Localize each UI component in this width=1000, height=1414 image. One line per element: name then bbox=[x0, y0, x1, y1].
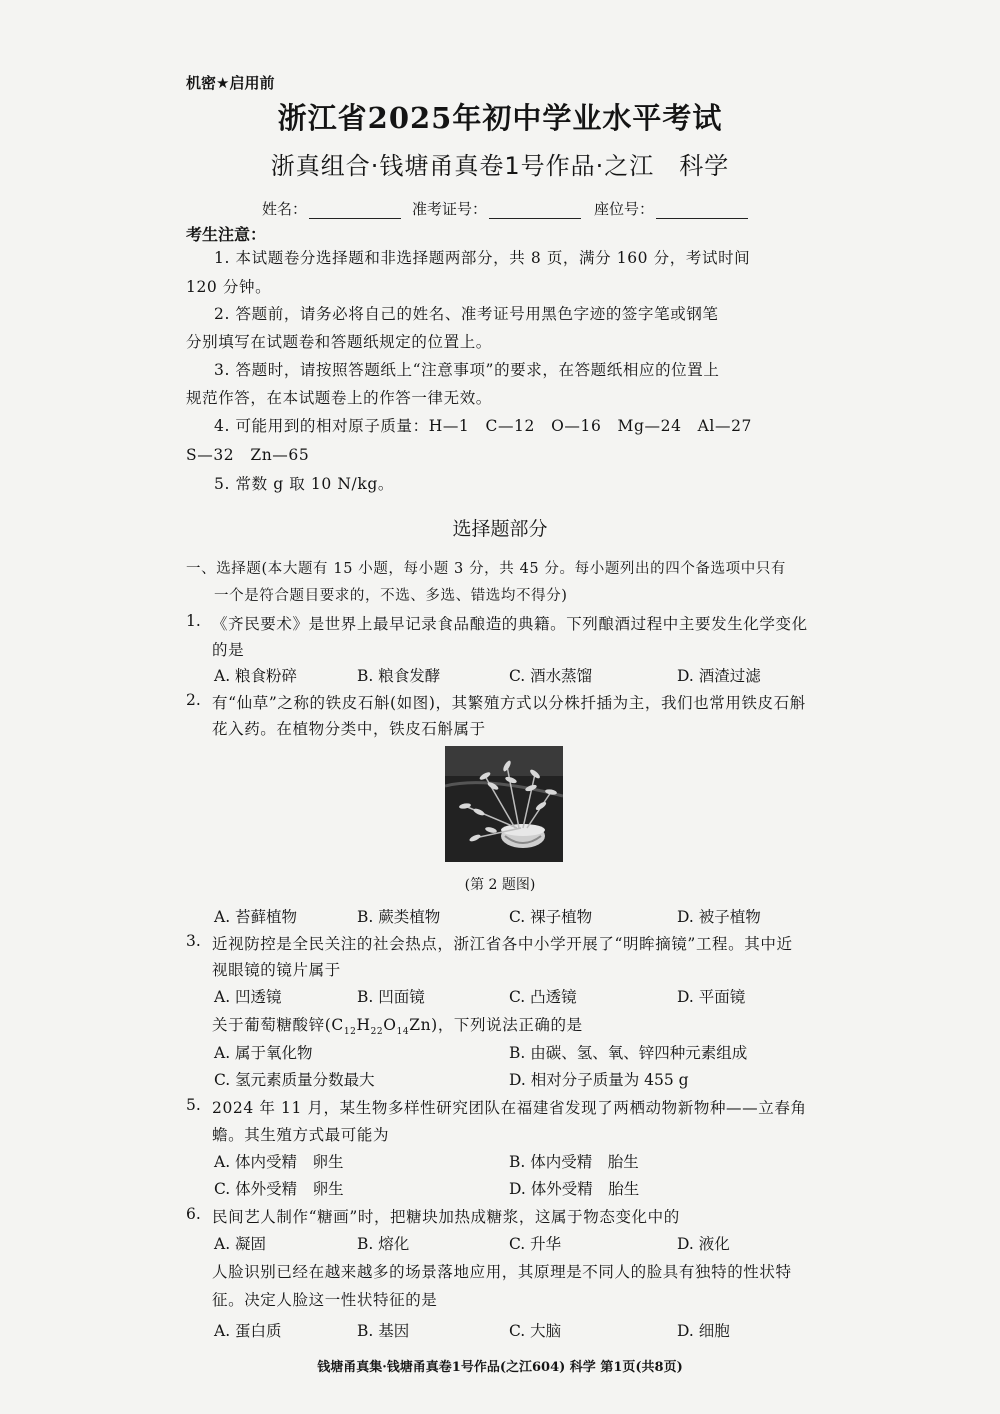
orchid-figure bbox=[445, 746, 563, 862]
option-a: A. 蛋白质 bbox=[214, 1322, 282, 1340]
option-c: C. 大脑 bbox=[509, 1322, 562, 1340]
option-d: D. 酒渣过滤 bbox=[677, 667, 761, 685]
question-text: 2024 年 11 月，某生物多样性研究团队在福建省发现了两栖动物新物种——立春角 bbox=[212, 1099, 807, 1117]
notice-line: 1. 本试题卷分选择题和非选择题两部分，共 8 页，满分 160 分，考试时间 bbox=[214, 249, 751, 267]
name-blank bbox=[309, 202, 401, 219]
q4-o: O bbox=[383, 1016, 397, 1034]
notice-line: 5. 常数 g 取 10 N/kg。 bbox=[214, 475, 394, 493]
option-a: A. 粮食粉碎 bbox=[214, 667, 298, 685]
option-c: C. 升华 bbox=[509, 1235, 562, 1253]
question-number: 5. bbox=[186, 1096, 201, 1114]
exam-id-field bbox=[412, 198, 581, 219]
notice-line: S—32 Zn—65 bbox=[186, 446, 310, 464]
q4-text-pre: 关于葡萄糖酸锌(C bbox=[212, 1016, 344, 1034]
option-d: D. 液化 bbox=[677, 1235, 730, 1253]
option-a: A. 苔藓植物 bbox=[214, 908, 298, 926]
section-title: 选择题部分 bbox=[452, 518, 548, 540]
seat-blank bbox=[656, 202, 748, 219]
option-a: A. 体内受精 卵生 bbox=[214, 1153, 344, 1171]
question-text: 民间艺人制作“糖画”时，把糖块加热成糖浆，这属于物态变化中的 bbox=[212, 1208, 680, 1226]
question-text: 有“仙草”之称的铁皮石斛(如图)，其繁殖方式以分株扦插为主，我们也常用铁皮石斛 bbox=[212, 694, 806, 712]
option-c: C. 氢元素质量分数最大 bbox=[214, 1071, 375, 1089]
option-c: C. 体外受精 卵生 bbox=[214, 1180, 344, 1198]
option-d: D. 平面镜 bbox=[677, 988, 746, 1006]
notice-title: 考生注意： bbox=[186, 225, 267, 244]
option-b: B. 基因 bbox=[357, 1322, 410, 1340]
confidential-label: 机密★启用前 bbox=[186, 74, 275, 92]
option-b: B. 体内受精 胎生 bbox=[509, 1153, 639, 1171]
notice-line: 2. 答题前，请务必将自己的姓名、准考证号用黑色字迹的签字笔或钢笔 bbox=[214, 305, 719, 323]
question-number: 2. bbox=[186, 691, 201, 709]
notice-line: 120 分钟。 bbox=[186, 278, 272, 296]
figure-caption: (第 2 题图) bbox=[464, 877, 536, 893]
question-text: 征。决定人脸这一性状特征的是 bbox=[212, 1291, 438, 1309]
question-number: 1. bbox=[186, 612, 201, 630]
question-text: 花入药。在植物分类中，铁皮石斛属于 bbox=[212, 720, 486, 738]
option-c: C. 酒水蒸馏 bbox=[509, 667, 593, 685]
option-a: A. 凝固 bbox=[214, 1235, 267, 1253]
question-text bbox=[212, 1013, 583, 1037]
question-text: 视眼镜的镜片属于 bbox=[212, 961, 341, 979]
notice-line: 3. 答题时，请按照答题纸上“注意事项”的要求，在答题纸相应的位置上 bbox=[214, 361, 720, 379]
option-d: D. 体外受精 胎生 bbox=[509, 1180, 640, 1198]
question-text: 《齐民要术》是世界上最早记录食品酿造的典籍。下列酿酒过程中主要发生化学变化 bbox=[212, 615, 808, 633]
option-c: C. 裸子植物 bbox=[509, 908, 593, 926]
exam-title: 浙江省2025年初中学业水平考试 bbox=[277, 101, 723, 135]
page-footer: 钱塘甬真集·钱塘甬真卷1号作品(之江604) 科学 第1页(共8页) bbox=[317, 1360, 683, 1375]
question-text: 人脸识别已经在越来越多的场景落地应用，其原理是不同人的脸具有独特的性状特 bbox=[212, 1263, 792, 1281]
seat-field bbox=[594, 198, 748, 219]
notice-line: 规范作答，在本试题卷上的作答一律无效。 bbox=[186, 389, 492, 407]
exam-id-blank bbox=[489, 202, 581, 219]
q4-h: H bbox=[356, 1016, 371, 1034]
orchid-plant-illustration bbox=[445, 746, 563, 862]
option-b: B. 由碳、氢、氧、锌四种元素组成 bbox=[509, 1044, 748, 1062]
exam-id-label: 准考证号： bbox=[412, 200, 488, 218]
option-c: C. 凸透镜 bbox=[509, 988, 577, 1006]
question-text: 近视防控是全民关注的社会热点，浙江省各中小学开展了“明眸摘镜”工程。其中近 bbox=[212, 935, 793, 953]
notice-line: 分别填写在试题卷和答题纸规定的位置上。 bbox=[186, 333, 492, 351]
question-text: 蟾。其生殖方式最可能为 bbox=[212, 1126, 390, 1144]
seat-label: 座位号： bbox=[594, 200, 655, 218]
option-a: A. 凹透镜 bbox=[214, 988, 282, 1006]
section-intro: 一个是符合题目要求的，不选、多选、错选均不得分) bbox=[214, 588, 568, 604]
notice-line: 4. 可能用到的相对原子质量：H—1 C—12 O—16 Mg—24 Al—27 bbox=[214, 417, 752, 435]
option-d: D. 细胞 bbox=[677, 1322, 730, 1340]
option-a: A. 属于氧化物 bbox=[214, 1044, 313, 1062]
q4-sub-o: 14 bbox=[396, 1027, 410, 1038]
question-text: 的是 bbox=[212, 641, 245, 659]
name-label: 姓名： bbox=[262, 200, 308, 218]
exam-subtitle: 浙真组合·钱塘甬真卷1号作品·之江 科学 bbox=[270, 152, 730, 180]
q4-text-post: Zn)，下列说法正确的是 bbox=[409, 1016, 583, 1034]
q4-sub-h: 22 bbox=[370, 1027, 384, 1038]
option-d: D. 被子植物 bbox=[677, 908, 761, 926]
section-intro: 一、选择题(本大题有 15 小题，每小题 3 分，共 45 分。每小题列出的四个备选项中只有 bbox=[186, 561, 787, 577]
question-number: 6. bbox=[186, 1205, 201, 1223]
question-number: 3. bbox=[186, 932, 201, 950]
option-b: B. 熔化 bbox=[357, 1235, 410, 1253]
q4-sub-c: 12 bbox=[343, 1027, 357, 1038]
option-b: B. 蕨类植物 bbox=[357, 908, 441, 926]
option-d: D. 相对分子质量为 455 g bbox=[509, 1071, 689, 1089]
option-b: B. 粮食发酵 bbox=[357, 667, 441, 685]
option-b: B. 凹面镜 bbox=[357, 988, 425, 1006]
name-field bbox=[262, 198, 401, 219]
